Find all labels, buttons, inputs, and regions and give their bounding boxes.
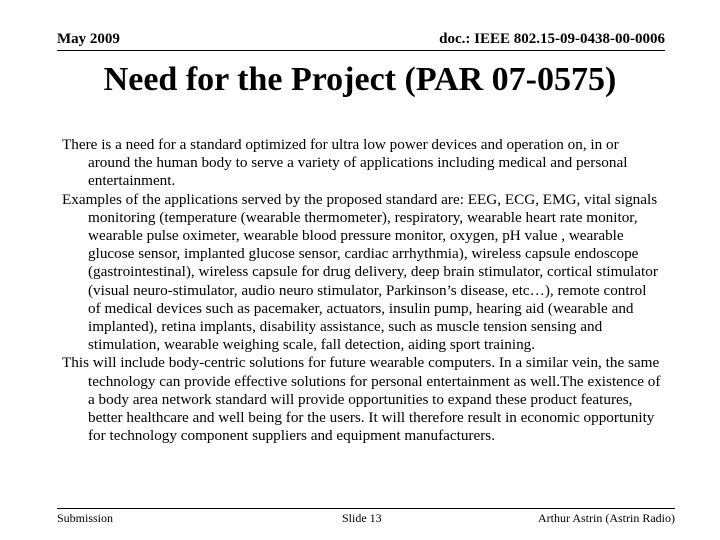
body-paragraph: Examples of the applications served by the proposed standard are: EEG, ECG, EMG, vital signals monitoring (temperature (wearable thermometer), respiratory, wearable heart rate monitor, wearable pulse oximeter, wearable blood pressure monitor, oxygen, pH value , wearable glucose sensor, implanted glucose sensor, cardiac arrhythmia), wireless capsule endoscope (gastrointestinal), wireless capsule for drug delivery, deep brain stimulator, cortical stimulator (visual neuro-stimulator, audio neuro stimulator, Parkinson’s disease, etc…), remote control of medical devices such as pacemaker, actuators, insulin pump, hearing aid (wearable and implanted), retina implants, disability assistance, such as muscle tension sensing and stimulation, wearable weighing scale, fall detection, aiding sport training. <box>62 190 658 354</box>
header-doc-id: doc.: IEEE 802.15-09-0438-00-0006 <box>439 31 665 47</box>
footer-submission: Submission <box>57 511 114 525</box>
body-paragraph: This will include body-centric solutions for future wearable computers. In a similar vein, the same technology can provide effective solutions for personal entertainment as well.The existence of a body area network standard will provide opportunities to expand these product features, better healthcare and well being for the users. It will therefore result in economic opportunity for technology component suppliers and equipment manufacturers. <box>62 354 661 445</box>
slide-body <box>62 136 662 445</box>
header-date: May 2009 <box>57 31 120 47</box>
footer-author: Arthur Astrin (Astrin Radio) <box>538 511 675 525</box>
footer-slide-number: Slide 13 <box>342 511 382 525</box>
slide-title: Need for the Project (PAR 07-0575) <box>103 61 617 98</box>
body-paragraph: There is a need for a standard optimized for ultra low power devices and operation on, in or around the human body to serve a variety of applications including medical and personal entertainment. <box>62 136 628 190</box>
slide-header <box>57 30 665 51</box>
slide-footer <box>57 508 675 527</box>
